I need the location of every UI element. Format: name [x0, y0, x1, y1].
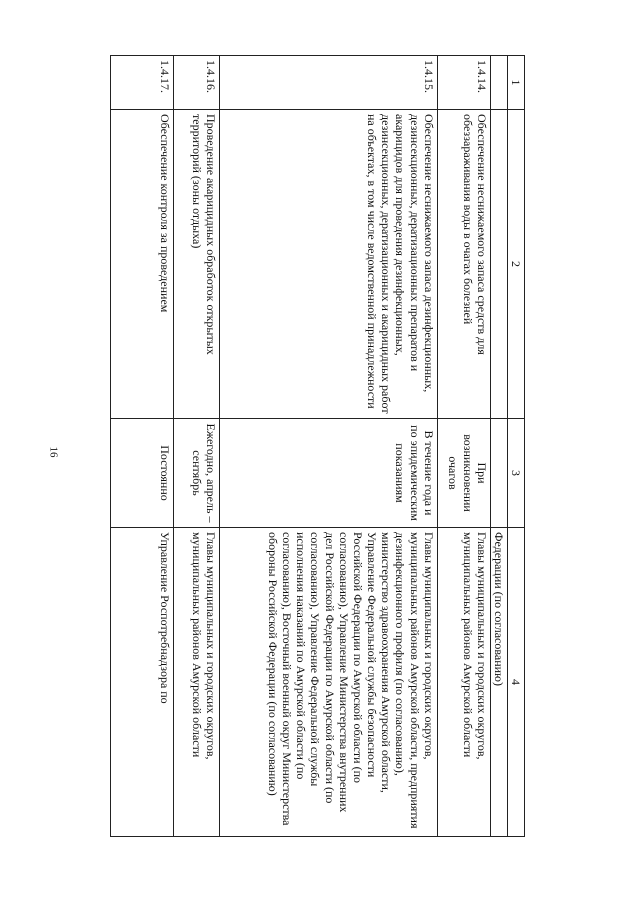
row-measure: Обеспечение неснижаемого запаса дезинфекционных, дезинсекционных, дератизационных препаратов и акарицидов для проведения дезинфекционных, дезинсекционных, дератизационных и акарицидных работ на объектах, в том числе ведомственной принадлежности [219, 110, 437, 419]
row-number: 1.4.17. [111, 56, 174, 110]
continuation-cell-2 [490, 110, 507, 419]
continuation-executors: Федерации (по согласованию) [490, 528, 507, 837]
column-number-row [507, 56, 524, 837]
row-term: Постоянно [111, 419, 174, 528]
row-executors: Главы муниципальных и городских округов, муниципальных районов Амурской области [173, 528, 219, 837]
row-executors: Главы муниципальных и городских округов, муниципальных районов Амурской области, предприятия дезинфекционного профиля (по согласованию), министерство здравоохранения Амурской области, Управление Федеральной службы безопасности Российской Федерации по Амурской области (по согласованию), Управление Министерства внутренних дел Российской Федерации по Амурской области (по согласованию), Управление Федеральной службы исполнения наказаний по Амурской области (по согласованию), Восточный военный округ Министерства обороны Российской Федерации (по согласованию) [219, 528, 437, 837]
page-number: 16 [47, 446, 60, 458]
column-number-3: 3 [507, 419, 524, 528]
row-number: 1.4.15. [219, 56, 437, 110]
row-term: В течение года и по эпидемическим показаниям [219, 419, 437, 528]
row-measure: Обеспечение контроля за проведением [111, 110, 174, 419]
row-executors: Главы муниципальных и городских округов, муниципальных районов Амурской области [437, 528, 490, 837]
row-executors: Управление Роспотребнадзора по [111, 528, 174, 837]
row-number: 1.4.14. [437, 56, 490, 110]
table-row [173, 56, 219, 837]
continuation-cell-1 [490, 56, 507, 110]
column-number-4: 4 [507, 528, 524, 837]
row-number: 1.4.16. [173, 56, 219, 110]
row-term: Ежегодно, апрель – сентябрь [173, 419, 219, 528]
row-measure: Проведение акарицидных обработок открытых территорий (зоны отдыха) [173, 110, 219, 419]
column-number-2: 2 [507, 110, 524, 419]
table-row [437, 56, 490, 837]
measures-table [110, 55, 525, 837]
table-row [111, 56, 174, 837]
table-row [219, 56, 437, 837]
rotated-table-sheet [110, 55, 525, 829]
continuation-cell-3 [490, 419, 507, 528]
column-number-1: 1 [507, 56, 524, 110]
row-measure: Обеспечение неснижаемого запаса средств для обеззараживания воды в очагах болезней [437, 110, 490, 419]
row-term: При возникновении очагов [437, 419, 490, 528]
continuation-row [490, 56, 507, 837]
